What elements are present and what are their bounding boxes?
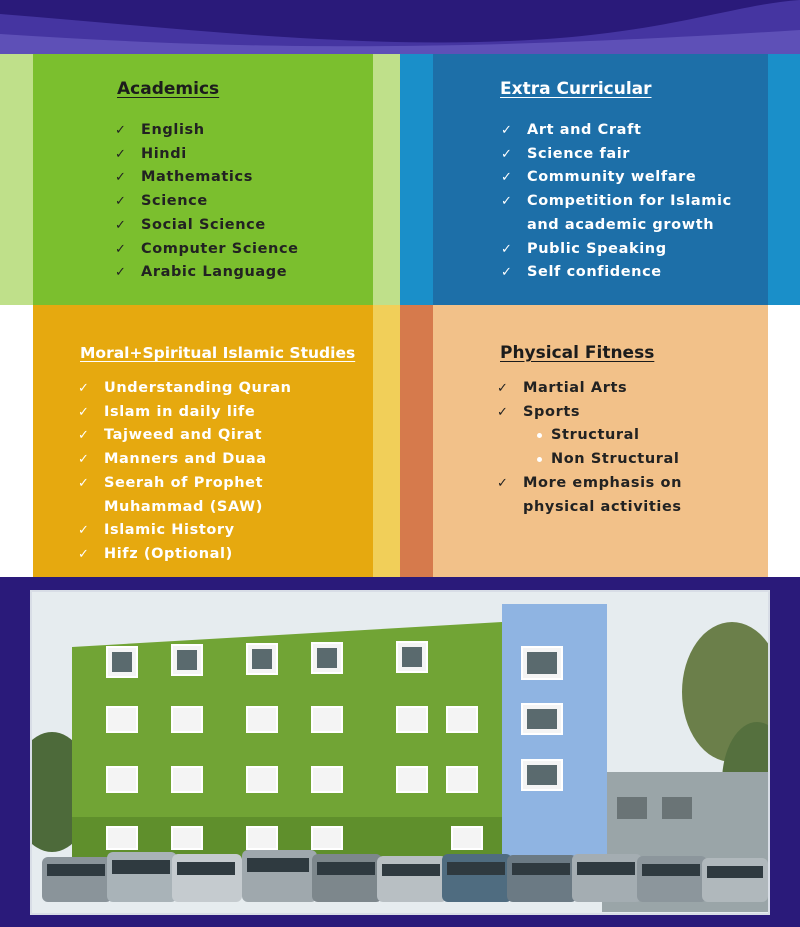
- school-building-photo: [30, 590, 770, 915]
- academics-heading: Academics: [117, 79, 220, 99]
- list-item: ✓ English: [115, 119, 299, 143]
- check-mark-icon: ✓: [115, 217, 127, 233]
- list-item: ✓ Manners and Duaa: [78, 448, 292, 472]
- check-mark-icon: ✓: [115, 194, 127, 210]
- check-mark-icon: ✓: [497, 475, 509, 491]
- academics-edge-left: [0, 54, 33, 305]
- physical-fitness-list: [497, 377, 682, 519]
- check-mark-icon: ✓: [501, 194, 513, 210]
- bullet-icon: [537, 457, 542, 462]
- list-item: ✓ Understanding Quran: [78, 377, 292, 401]
- list-item: ✓ Public Speaking: [501, 238, 732, 262]
- list-item: ✓ Community welfare: [501, 166, 732, 190]
- list-item: ✓ Sports Structural Non Structural: [497, 401, 682, 472]
- top-banner: [0, 0, 800, 54]
- check-mark-icon: ✓: [501, 146, 513, 162]
- check-mark-icon: ✓: [501, 170, 513, 186]
- list-item: Structural: [523, 424, 682, 448]
- list-item: ✓ Science: [115, 190, 299, 214]
- check-mark-icon: ✓: [501, 241, 513, 257]
- list-item: ✓ Arabic Language: [115, 261, 299, 285]
- check-mark-icon: ✓: [78, 475, 90, 491]
- islamic-studies-heading: Moral+Spiritual Islamic Studies: [80, 344, 356, 362]
- list-item: ✓ Art and Craft: [501, 119, 732, 143]
- sports-sublist: [523, 424, 682, 471]
- extra-curricular-list: [501, 119, 732, 285]
- list-item: Muhammad (SAW): [104, 498, 263, 515]
- fitness-edge-left: [400, 305, 433, 577]
- list-item: ✓ Science fair: [501, 143, 732, 167]
- check-mark-icon: ✓: [78, 428, 90, 444]
- bullet-icon: [537, 433, 542, 438]
- check-mark-icon: ✓: [501, 123, 513, 138]
- wave-decoration: [0, 0, 800, 54]
- school-building-image: [32, 592, 768, 913]
- extra-curricular-heading: Extra Curricular: [500, 79, 652, 99]
- list-item: ✓ Mathematics: [115, 166, 299, 190]
- check-mark-icon: ✓: [501, 265, 513, 281]
- academics-list: [115, 119, 299, 285]
- list-item: ✓ Islamic History: [78, 519, 292, 543]
- islamic-edge-right: [373, 305, 400, 577]
- check-mark-icon: ✓: [78, 452, 90, 468]
- check-mark-icon: ✓: [78, 523, 90, 539]
- check-mark-icon: ✓: [115, 265, 127, 281]
- check-mark-icon: ✓: [115, 123, 127, 138]
- list-item: ✓ Islam in daily life: [78, 401, 292, 425]
- list-item: ✓ Computer Science: [115, 238, 299, 262]
- list-item: ✓ Hifz (Optional): [78, 543, 292, 567]
- physical-fitness-heading: Physical Fitness: [500, 343, 655, 363]
- check-mark-icon: ✓: [115, 170, 127, 186]
- check-mark-icon: ✓: [115, 146, 127, 162]
- list-item: Non Structural: [523, 448, 682, 472]
- list-item: ✓ Social Science: [115, 214, 299, 238]
- list-item: ✓ More emphasis on: [497, 472, 682, 496]
- list-item: physical activities: [523, 498, 682, 515]
- list-item: ✓ Competition for Islamic: [501, 190, 732, 214]
- check-mark-icon: ✓: [497, 381, 509, 396]
- check-mark-icon: ✓: [78, 404, 90, 420]
- list-item: ✓ Tajweed and Qirat: [78, 424, 292, 448]
- extra-edge-right: [768, 54, 800, 305]
- extra-edge-left: [400, 54, 433, 305]
- list-item: ✓ Self confidence: [501, 261, 732, 285]
- islamic-studies-list: [78, 377, 292, 567]
- list-item: ✓ Hindi: [115, 143, 299, 167]
- academics-edge-right: [373, 54, 400, 305]
- list-item: ✓ Seerah of Prophet: [78, 472, 292, 496]
- check-mark-icon: ✓: [115, 241, 127, 257]
- check-mark-icon: ✓: [78, 381, 90, 396]
- check-mark-icon: ✓: [78, 546, 90, 562]
- check-mark-icon: ✓: [497, 404, 509, 420]
- list-item: and academic growth: [527, 216, 715, 233]
- list-item: ✓ Martial Arts: [497, 377, 682, 401]
